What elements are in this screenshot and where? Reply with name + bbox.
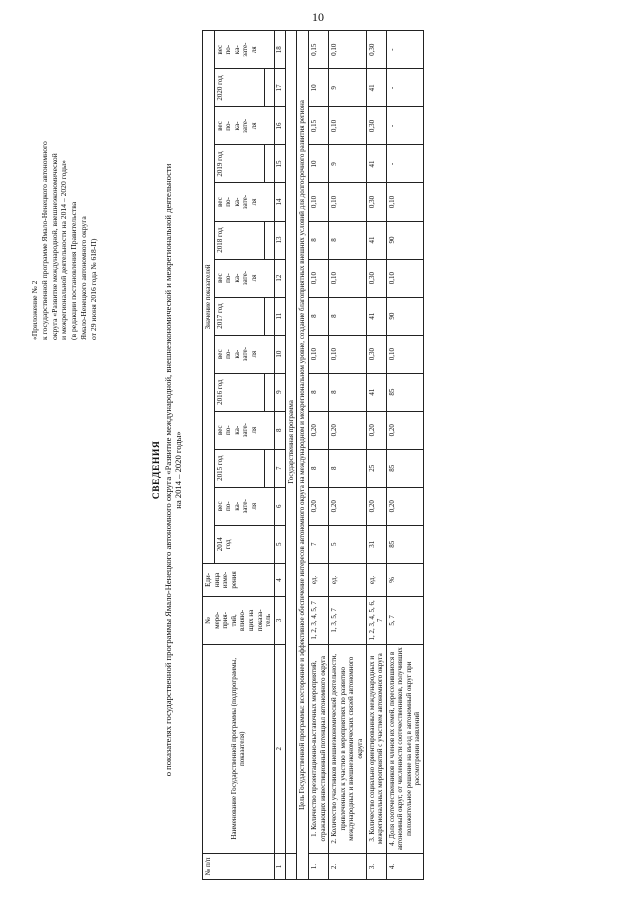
header-weight-line: вес — [215, 425, 224, 436]
indicator-name: 2. Количество участников внешнеэкономической деятельности, привлеченных к участию в мероприятиях по развитию международных и внешнеэкономических связей автономного округа — [329, 644, 366, 853]
header-weight-line: зате- — [241, 42, 250, 57]
value-cell: 10 — [308, 69, 328, 107]
header-empty — [265, 69, 274, 107]
weight-value-cell: 0,30 — [366, 259, 386, 297]
header-name: Наименование Государственной программы (подпрограммы, показателя) — [203, 644, 275, 853]
value-cell: 8 — [329, 221, 366, 259]
weight-value-cell: 0,10 — [386, 259, 423, 297]
weight-value-cell: 0,20 — [329, 411, 366, 449]
header-weight-line: по- — [224, 273, 233, 283]
appendix-line: и межрегиональной деятельности на 2014 – 2020 годы» — [59, 160, 69, 340]
index-cell: 3 — [274, 597, 285, 645]
value-cell: 9 — [329, 145, 366, 183]
event-numbers: 5, 7 — [386, 597, 423, 645]
header-weight-2015 — [214, 411, 274, 449]
header-weight-2019 — [214, 107, 274, 145]
header-weight-line: по- — [224, 425, 233, 435]
header-weight-line: ка- — [232, 349, 241, 359]
data-rows — [308, 31, 423, 880]
header-weight-line: ля — [249, 274, 258, 282]
value-cell: - — [386, 69, 423, 107]
weight-value-cell: 0,20 — [329, 487, 366, 525]
value-cell: 41 — [366, 221, 386, 259]
weight-value-cell: 0,20 — [386, 487, 423, 525]
header-weight-line: вес — [215, 501, 224, 512]
header-events-line: показа- — [255, 609, 264, 632]
value-cell: 5 — [329, 525, 366, 563]
header-events-line: тий, — [229, 614, 238, 627]
index-cell: 4 — [274, 563, 285, 596]
value-cell: 7 — [308, 525, 328, 563]
header-year-2016: 2016 год — [214, 373, 265, 411]
document-title — [152, 80, 184, 860]
value-cell: 8 — [308, 373, 328, 411]
header-weight-2017 — [214, 259, 274, 297]
header-weight-line: по- — [224, 121, 233, 131]
header-weight-line: зате- — [241, 194, 250, 210]
value-cell: 8 — [329, 373, 366, 411]
header-events-line: № — [204, 617, 212, 624]
header-weight-line: ка- — [232, 273, 241, 283]
value-cell: 8 — [308, 449, 328, 487]
appendix-line: (в редакции постановления Правительства — [69, 201, 79, 340]
unit-cell: ед. — [308, 563, 328, 596]
header-year-2019: 2019 год — [214, 145, 265, 183]
header-weight-line: зате- — [241, 270, 250, 286]
header-unit-line: Еди- — [204, 572, 212, 587]
program-empty — [285, 853, 297, 879]
row-number: 3. — [366, 853, 386, 879]
weight-value-cell: - — [386, 107, 423, 145]
indicator-name: 1. Количество презентационно-выставочных мероприятий, отражающих инвестиционный потенциал автономного округа — [308, 644, 328, 853]
header-events-line: прия- — [221, 612, 230, 629]
index-cell: 16 — [274, 107, 285, 145]
value-cell: 85 — [386, 373, 423, 411]
header-weight-line: ка- — [232, 121, 241, 131]
value-cell: 8 — [308, 221, 328, 259]
appendix-line: Ямало-Ненецкого автономного округа — [78, 216, 88, 340]
header-events-line: тель — [264, 613, 273, 627]
weight-value-cell: 0,20 — [366, 411, 386, 449]
weight-value-cell: 0,20 — [386, 411, 423, 449]
appendix-line: «Приложение № 2 — [30, 280, 39, 340]
header-weight-line: ля — [249, 502, 258, 510]
value-cell: 25 — [366, 449, 386, 487]
weight-value-cell: 0,10 — [308, 259, 328, 297]
row-number: 2. — [329, 853, 366, 879]
value-cell: 8 — [329, 449, 366, 487]
value-cell: 10 — [308, 145, 328, 183]
header-weight-line: ля — [249, 122, 258, 130]
header-weight-2016 — [214, 335, 274, 373]
header-unit — [203, 563, 275, 596]
appendix-line: от 29 июня 2016 года № 618-П) — [88, 238, 98, 340]
weight-value-cell: - — [386, 31, 423, 69]
table-row — [329, 31, 366, 880]
row-number: 1. — [308, 853, 328, 879]
value-cell: 8 — [329, 297, 366, 335]
program-row — [285, 31, 297, 880]
value-cell: 8 — [308, 297, 328, 335]
header-weight-line: ля — [249, 198, 258, 206]
weight-value-cell: 0,30 — [366, 335, 386, 373]
indicator-name: 3. Количество социально ориентированных международных и межрегиональных мероприятий с участием автономного округа — [366, 644, 386, 853]
value-cell: - — [386, 145, 423, 183]
index-cell: 1 — [274, 853, 285, 879]
weight-value-cell: 0,10 — [308, 335, 328, 373]
weight-value-cell: 0,10 — [329, 107, 366, 145]
header-unit-line: ница — [212, 572, 221, 588]
value-cell: 41 — [366, 69, 386, 107]
header-weight-line: вес — [215, 273, 224, 283]
title-line-1: о показателях государственной программы Ямало-Ненецкого автономного округа «Развитие международной, внешнеэкономической и межрегиональной деятельности — [162, 163, 173, 777]
header-values: Значение показателей — [203, 31, 215, 564]
header-weight-line: ля — [249, 350, 258, 358]
header-weight-line: зате- — [241, 347, 250, 362]
index-cell: 15 — [274, 145, 285, 183]
page-number: 10 — [312, 10, 324, 24]
index-cell: 11 — [274, 297, 285, 335]
weight-value-cell: 0,10 — [386, 335, 423, 373]
header-row — [203, 31, 215, 880]
header-weight-line: зате- — [241, 499, 250, 514]
header-empty — [265, 449, 274, 487]
index-cell: 8 — [274, 411, 285, 449]
value-cell: 41 — [366, 297, 386, 335]
header-year-2017: 2017 год — [214, 297, 265, 335]
index-cell: 9 — [274, 373, 285, 411]
header-events-line: меро- — [212, 611, 221, 629]
appendix-block — [30, 40, 99, 340]
index-cell: 17 — [274, 69, 285, 107]
weight-value-cell: 0,10 — [329, 183, 366, 221]
header-weight-line: вес — [215, 44, 224, 55]
weight-value-cell: 0,10 — [386, 183, 423, 221]
header-no: № п/п — [203, 853, 275, 879]
table-row — [308, 31, 328, 880]
header-weight-line: ля — [249, 426, 258, 434]
header-weight-line: вес — [215, 121, 224, 131]
index-cell: 14 — [274, 183, 285, 221]
header-year-2015: 2015 год — [214, 449, 265, 487]
header-weight-line: зате- — [241, 118, 250, 134]
header-year-2018: 2018 год — [214, 221, 265, 259]
header-weight-line: по- — [224, 501, 233, 512]
value-cell: 85 — [386, 449, 423, 487]
header-events-line: влияю- — [238, 609, 247, 631]
weight-value-cell: 0,10 — [329, 259, 366, 297]
index-cell: 12 — [274, 259, 285, 297]
header-weight-line: ля — [249, 46, 258, 54]
value-cell: 90 — [386, 221, 423, 259]
header-weight-line: по- — [224, 349, 233, 359]
header-weight-2020 — [214, 31, 274, 69]
event-numbers: 1, 2, 3, 4, 5, 7 — [308, 597, 328, 645]
header-year-line: 2014 — [215, 537, 224, 552]
index-cell: 6 — [274, 487, 285, 525]
event-numbers: 1, 3, 5, 7 — [329, 597, 366, 645]
rotated-page — [30, 10, 630, 880]
weight-value-cell: 0,30 — [366, 31, 386, 69]
header-year-2020: 2020 год — [214, 69, 265, 107]
weight-value-cell: 0,10 — [329, 31, 366, 69]
header-weight-line: зате- — [241, 423, 250, 438]
unit-cell: ед. — [366, 563, 386, 596]
header-weight-line: ка- — [232, 425, 241, 435]
header-weight-line: по- — [224, 197, 233, 207]
weight-value-cell: 0,20 — [366, 487, 386, 525]
unit-cell: ед. — [329, 563, 366, 596]
weight-value-cell: 0,15 — [308, 31, 328, 69]
weight-value-cell: 0,20 — [308, 411, 328, 449]
header-unit-line: изме- — [221, 571, 230, 589]
title-line-2: на 2014 – 2020 годы» — [173, 431, 183, 509]
goal-row — [297, 31, 309, 880]
header-weight-line: ка- — [232, 197, 241, 207]
program-label: Государственная программа — [285, 31, 297, 854]
header-weight-line: вес — [215, 197, 224, 207]
index-cell: 2 — [274, 644, 285, 853]
row-number: 4. — [386, 853, 423, 879]
indicators-table — [202, 30, 424, 880]
weight-value-cell: 0,15 — [308, 107, 328, 145]
index-cell: 13 — [274, 221, 285, 259]
value-cell: 9 — [329, 69, 366, 107]
table-row — [366, 31, 386, 880]
weight-value-cell: 0,20 — [308, 487, 328, 525]
header-year-2014 — [214, 525, 274, 563]
weight-value-cell: 0,10 — [308, 183, 328, 221]
header-events — [203, 597, 275, 645]
value-cell: 41 — [366, 145, 386, 183]
unit-cell: % — [386, 563, 423, 596]
header-unit-line: рения — [229, 571, 238, 589]
header-empty — [265, 221, 274, 259]
index-cell: 7 — [274, 449, 285, 487]
header-empty — [265, 145, 274, 183]
header-weight-line: ка- — [232, 501, 241, 511]
title-heading: СВЕДЕНИЯ — [151, 440, 162, 500]
header-weight-line: ка- — [232, 45, 241, 55]
header-empty — [265, 297, 274, 335]
header-weight-line: по- — [224, 44, 233, 55]
appendix-line: округа «Развитие международной, внешнеэкономической — [49, 153, 59, 340]
value-cell: 31 — [366, 525, 386, 563]
header-weight-2014 — [214, 487, 274, 525]
index-cell: 10 — [274, 335, 285, 373]
program-goal: Цель Государственной программы: всестороннее и эффективное обеспечение интересов автономного округа на международном и межрегиональном уровне, создание благоприятных внешних условий для долгосрочного развития региона — [297, 31, 309, 880]
appendix-line: к государственной программе Ямало-Ненецкого автономного — [39, 141, 49, 340]
table-row — [386, 31, 423, 880]
value-cell: 85 — [386, 525, 423, 563]
weight-value-cell: 0,30 — [366, 107, 386, 145]
header-empty — [265, 373, 274, 411]
event-numbers: 1, 2, 3, 4, 5, 6, 7 — [366, 597, 386, 645]
weight-value-cell: 0,10 — [329, 335, 366, 373]
value-cell: 41 — [366, 373, 386, 411]
header-events-line: щих на — [246, 609, 255, 631]
header-weight-2018 — [214, 183, 274, 221]
header-year-line: год — [224, 539, 233, 550]
indicator-name: 4. Доля соотечественников и членов их семей, переселившихся в автономный округ, от численности соотечественников, получивших положительное решение на въезд в автономный округ при рассмотрении заявлений — [386, 644, 423, 853]
header-weight-line: вес — [215, 349, 224, 359]
weight-value-cell: 0,30 — [366, 183, 386, 221]
index-cell: 18 — [274, 31, 285, 69]
value-cell: 90 — [386, 297, 423, 335]
index-row — [274, 31, 285, 880]
index-cell: 5 — [274, 525, 285, 563]
